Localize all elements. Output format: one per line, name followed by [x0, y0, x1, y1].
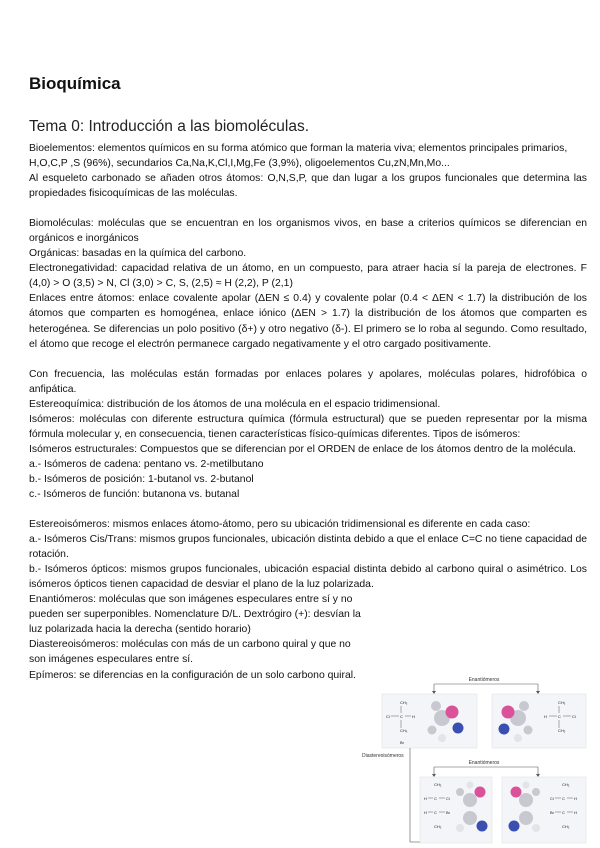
svg-text:CH₃: CH₃ — [558, 700, 566, 705]
svg-text:Br: Br — [400, 740, 404, 745]
paragraph-estereoisomeros: Estereoisómeros: mismos enlaces átomo-átomo, pero su ubicación tridimensional es diferente en cada caso: — [29, 519, 531, 531]
svg-text:CH₃: CH₃ — [434, 824, 442, 829]
svg-text:C: C — [558, 714, 561, 719]
svg-text:Br: Br — [446, 810, 450, 815]
svg-text:CH₃: CH₃ — [562, 782, 570, 787]
svg-text:Cl: Cl — [446, 796, 450, 801]
paragraph-epimeros: Epímeros: se diferencias en la configuración de un solo carbono quiral. — [29, 669, 356, 681]
svg-text:H: H — [574, 796, 577, 801]
document-body — [29, 141, 587, 683]
panel-top-left — [382, 694, 477, 748]
paragraph-diastereoisomeros: Diastereoisómeros: moléculas con más de un carbono quiral y que no son imágenes especulares entre sí. — [29, 639, 351, 666]
svg-text:C: C — [434, 796, 437, 801]
paragraph-enantiomeros: Enantiómeros: moléculas que son imágenes especulares entre sí y no pueden ser superponibles. Nomenclature D/L. Dextrógiro (+): desvían la luz polarizada hacia la derecha (sentido horario) — [29, 594, 361, 636]
svg-text:C: C — [400, 714, 403, 719]
list-item-cadena: a.- Isómeros de cadena: pentano vs. 2-metilbutano — [29, 458, 264, 470]
page-title: Bioquímica — [29, 74, 121, 93]
svg-text:Cl: Cl — [572, 714, 576, 719]
panel-top-right — [492, 694, 586, 748]
paragraph-estereoquimica: Estereoquímica: distribución de los átomos de una molécula en el espacio tridimensional. — [29, 398, 441, 410]
paragraph-organicas: Orgánicas: basadas en la química del carbono. — [29, 248, 247, 260]
svg-text:H: H — [412, 714, 415, 719]
section-title: Tema 0: Introducción a las biomoléculas. — [29, 118, 310, 135]
svg-text:H: H — [424, 810, 427, 815]
svg-text:CH₃: CH₃ — [400, 728, 408, 733]
list-item-funcion: c.- Isómeros de función: butanona vs. butanal — [29, 488, 240, 500]
atom-blue — [453, 723, 464, 734]
svg-text:CH₃: CH₃ — [434, 782, 442, 787]
left-column — [29, 592, 365, 682]
svg-text:Cl: Cl — [386, 714, 390, 719]
svg-text:C: C — [562, 796, 565, 801]
svg-text:H: H — [424, 796, 427, 801]
svg-text:CH₃: CH₃ — [400, 700, 408, 705]
svg-text:H: H — [574, 810, 577, 815]
paragraph-enlaces: Enlaces entre átomos: enlace covalente apolar (ΔEN ≤ 0.4) y covalente polar (0.4 < ΔEN < 1.7) la distribución de los átomos que comparten es homogénea, enlace iónico (ΔEN > 1.7) la distribución de los átomos que comparten es heterogénea. Se diferencias un polo positivo (δ+) y otro negativo (δ-). El primero se lo roba al segundo. Como resultado, el átomo que recoge el electrón permanece cargado negativamente y el otro cargado positivamente. — [29, 293, 587, 350]
paragraph-estructurales: Isómeros estructurales: Compuestos que se diferencian por el ORDEN de enlace de los átomos dentro de la molécula. — [29, 443, 576, 455]
paragraph-biomoleculas: Biomoléculas: moléculas que se encuentran en los organismos vivos, en base a criterios químicos se diferencian en orgánicos e inorgánicos — [29, 218, 587, 245]
isomers-figure — [362, 672, 588, 844]
figure-label-enantiomeros-bottom: Enantiómeros — [468, 760, 500, 766]
paragraph-bioelementos: Bioelementos: elementos químicos en su forma atómico que forman la materia viva; elementos principales primarios, H,O,C,P ,S (96%), secundarios Ca,Na,K,Cl,I,Mg,Fe (3,9%), oligoelementos Cu,zN,Mn,Mo... — [29, 143, 568, 170]
svg-text:CH₃: CH₃ — [562, 824, 570, 829]
isomers-diagram — [362, 672, 588, 844]
list-item-opticos: b.- Isómeros ópticos: mismos grupos funcionales, ubicación espacial distinta debido al carbono quiral o asimétrico. Los isómeros ópticos tienen capacidad de desviar el plano de la luz polarizada. — [29, 564, 587, 591]
figure-label-diastereoisomeros: Diastereoisómeros — [362, 753, 404, 759]
svg-text:H: H — [544, 714, 547, 719]
paragraph-electronegatividad: Electronegatividad: capacidad relativa de un átomo, en un compuesto, para atraer hacia sí la pareja de electrones. F (4,0) > O (3,5) > N, Cl (3,0) > C, S, (2,5) ≈ H (2,2), P (2,1) — [29, 263, 587, 290]
svg-text:C: C — [562, 810, 565, 815]
paragraph-isomeros: Isómeros: moléculas con diferente estructura química (fórmula estructural) que se pueden representar por la misma fórmula molecular y, en consecuencia, tienen características físico-químicas diferentes. Tipos de isómeros: — [29, 413, 587, 440]
svg-text:CH₃: CH₃ — [558, 728, 566, 733]
paragraph-frecuencia: Con frecuencia, las moléculas están formadas por enlaces polares y apolares, moléculas polares, hidrofóbica o anfipática. — [29, 368, 587, 395]
list-item-posicion: b.- Isómeros de posición: 1-butanol vs. 2-butanol — [29, 473, 254, 485]
figure-label-enantiomeros: Enantiómeros — [468, 677, 500, 683]
svg-text:Cl: Cl — [550, 796, 554, 801]
svg-text:Br: Br — [550, 810, 554, 815]
list-item-cistrans: a.- Isómeros Cis/Trans: mismos grupos funcionales, ubicación distinta debido a que el enlace C=C no tiene capacidad de rotación. — [29, 534, 587, 561]
svg-text:C: C — [434, 810, 437, 815]
atom-pink — [446, 706, 459, 719]
paragraph-esqueleto: Al esqueleto carbonado se añaden otros átomos: O,N,S,P, que dan lugar a los grupos funcionales que determina las propiedades fisicoquímicas de las moléculas. — [29, 173, 587, 200]
